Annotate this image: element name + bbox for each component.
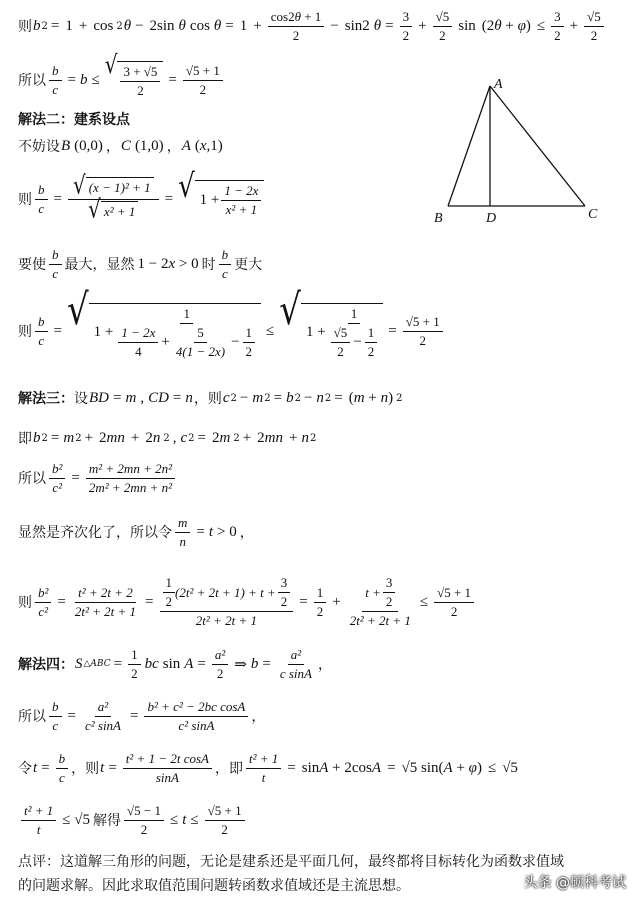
line-17-comment	[18, 850, 564, 872]
line-15: 令 t = $\frac{b}{c}$ ，则 t = $\frac{\text{t² + 1 − 2t cosA}}{\sin A}$ ，即 $\frac{\text{t² + 1}}{t}$ = sinA + 2cosA = √5 sin(A + φ) ≤ √5	[18, 750, 518, 785]
line-8: 解法三： 设 BD = m , CD = n ，则 c 2 − m 2 = b 2 − n 2 = (m + n) 2	[18, 389, 403, 407]
line-1: 则 b 2 = 1 + cos 2 θ − 2sin θ cos θ = 1 + $\frac{\cos 2\theta + 1}{2}$ − sin2 θ = $\frac{3}{2}$ + $\frac{√5}{2}$ sin (2θ + φ) ≤ $\frac{3}{2}$ + $\frac{√5}{2}$	[18, 6, 607, 46]
line-5: 则 $\frac{b}{c}$ = √ (x − 1)² + 1 √ x² + 1 = √ 1 + $\frac{1 - 2x}{\text{x² + 1}}$	[18, 172, 266, 226]
line-13: 解法四： S △ABC = $\frac{1}{2}$ bc sin A = $\frac{\text{a²}}{2}$ ⇒ b = $\frac{\text{a²}}{\text{c sinA}}$ ，	[18, 646, 332, 681]
line-10: 所以 $\frac{\text{b²}}{\text{c²}}$ = $\frac{\text{m² + 2mn + 2n²}}{\text{2m² + 2mn + n²}}$	[18, 456, 178, 500]
line-12: 则 $\frac{\text{b²}}{\text{c²}}$ = $\frac{\text{t² + 2t + 2}}{\text{2t² + 2t + 1}}$ = $\frac{1}{2}$ (2t² + 2t + 1) + t + $\frac{3}{2}$ 2t² + 2t + 1 = $\frac{1}{2}$ + t + $\frac{3}{2}$ 2t² + 2t + 1 ≤ $\frac{√5 + 1}{2}$	[18, 570, 477, 634]
triangle-figure	[420, 76, 610, 226]
line-4: 不妨设 B (0,0) ， C (1,0) ， A (x,1)	[18, 137, 223, 155]
line-14: 所以 $\frac{b}{c}$ = $\frac{\text{a²}}{\text{c² sinA}}$ = $\frac{\text{b² + c² − 2bc cosA}}{\text{c² sinA}}$ ，	[18, 698, 266, 733]
label-a: A	[494, 77, 503, 92]
line-7: 则 $\frac{b}{c}$ = √ 1 + 1 $\frac{1 - 2x}{4}$ + $\frac{5}{4(1 - 2x)}$ − $\frac{1}{2}$ ≤ √ 1 + 1 $\frac{√5}{2}$ − $\frac{1}{2}$ = $\frac{√5 + 1}{2}$	[18, 296, 446, 366]
line-3-heading: 解法二：建系设点	[18, 112, 130, 128]
label-b: B	[434, 211, 443, 226]
comment-text-2: 的问题求解。因此求取值范围问题转函数求值域还是主流思想。	[18, 878, 410, 894]
line-9: 即 b 2 = m 2 + 2mn + 2n 2 , c 2 = 2m 2 + 2mn + n 2	[18, 429, 317, 447]
line-6: 要使 $\frac{b}{c}$ 最大，显然 1 − 2x > 0 时 $\frac{b}{c}$ 更大	[18, 246, 263, 281]
label-d: D	[486, 211, 497, 226]
line-11: 显然是齐次化了，所以令 $\frac{m}{n}$ = t > 0 ，	[18, 514, 254, 549]
watermark: 头条 @硕科考试	[523, 875, 626, 891]
line-2: 所以 $\frac{b}{c}$ = b ≤ √ $\frac{3 + √5}{2}$ = $\frac{√5 + 1}{2}$	[18, 58, 226, 102]
comment-text-1: 点评：这道解三角形的问题，无论是建系还是平面几何，最终都将目标转化为函数求值域	[18, 854, 564, 870]
label-c: C	[588, 207, 598, 222]
line-18-comment	[18, 874, 410, 896]
line-16: $\frac{\text{t² + 1}}{t}$ ≤ √5 解得 $\frac{√5 - 1}{2}$ ≤ t ≤ $\frac{√5 + 1}{2}$	[18, 798, 248, 842]
